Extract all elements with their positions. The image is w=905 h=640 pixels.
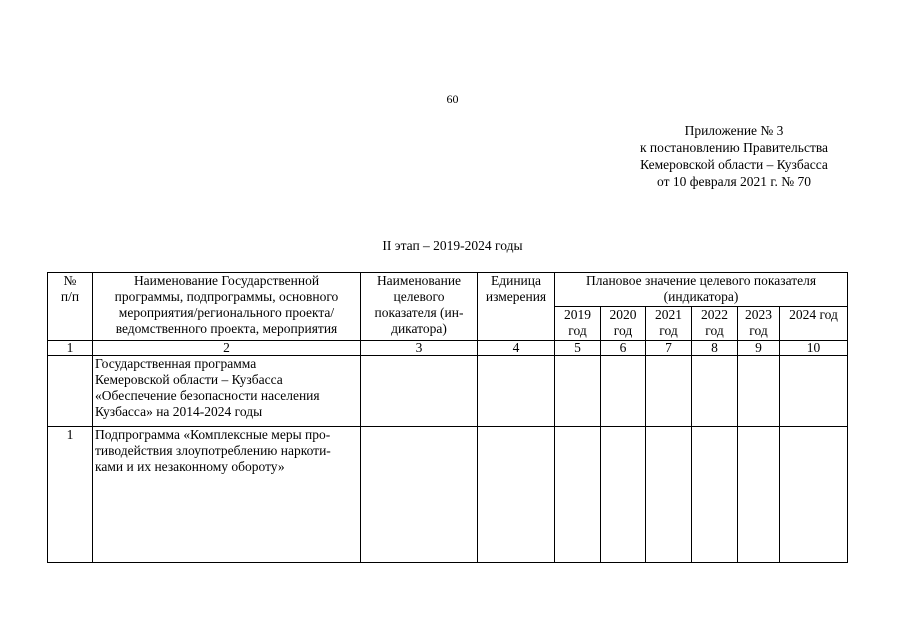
empty-cell (478, 356, 555, 427)
empty-cell (692, 356, 738, 427)
header-year-2022: 2022 год (692, 307, 738, 341)
column-number: 2 (93, 341, 361, 356)
table-row (48, 356, 848, 427)
header-year-2019: 2019 год (555, 307, 601, 341)
appendix-line-2: к постановлению Правительства (639, 140, 829, 155)
empty-cell (555, 427, 601, 563)
row-name: Государственная программа Кемеровской области – Кузбасса «Обеспечение безопасности населения Кузбасса» на 2014-2024 годы (93, 356, 361, 427)
stage-title: II этап – 2019-2024 годы (382, 238, 523, 253)
empty-cell (780, 356, 848, 427)
header-year-2020: 2020 год (601, 307, 646, 341)
header-unit: Единица измерения (478, 273, 555, 341)
column-number: 7 (646, 341, 692, 356)
empty-cell (478, 427, 555, 563)
table-row (48, 427, 848, 563)
indicators-table (47, 272, 848, 563)
empty-cell (738, 356, 780, 427)
row-num (48, 356, 93, 427)
header-name: Наименование Государственной программы, подпрограммы, основного мероприятия/регионального проекта/ ведомственного проекта, мероприятия (93, 273, 361, 341)
column-number: 8 (692, 341, 738, 356)
row-num: 1 (48, 427, 93, 563)
empty-cell (738, 427, 780, 563)
column-number: 4 (478, 341, 555, 356)
empty-cell (361, 356, 478, 427)
empty-cell (646, 356, 692, 427)
header-num: № п/п (48, 273, 93, 341)
header-indicator: Наименование целевого показателя (ин- дикатора) (361, 273, 478, 341)
column-number: 5 (555, 341, 601, 356)
header-planned-value: Плановое значение целевого показателя (индикатора) (555, 273, 848, 307)
empty-cell (692, 427, 738, 563)
column-number: 10 (780, 341, 848, 356)
column-number-row (48, 341, 848, 356)
table-header-row (48, 273, 848, 307)
header-year-2024: 2024 год (780, 307, 848, 341)
empty-cell (555, 356, 601, 427)
row-name: Подпрограмма «Комплексные меры про- тиводействия злоупотреблению наркоти- ками и их незаконному обороту» (93, 427, 361, 563)
header-year-2021: 2021 год (646, 307, 692, 341)
column-number: 6 (601, 341, 646, 356)
header-year-2023: 2023 год (738, 307, 780, 341)
column-number: 3 (361, 341, 478, 356)
appendix-block (612, 122, 856, 190)
appendix-line-1: Приложение № 3 (684, 123, 784, 138)
appendix-line-3: Кемеровской области – Кузбасса (640, 157, 828, 172)
page-number: 60 (446, 92, 459, 106)
empty-cell (601, 427, 646, 563)
column-number: 9 (738, 341, 780, 356)
empty-cell (646, 427, 692, 563)
appendix-line-4: от 10 февраля 2021 г. № 70 (657, 174, 811, 189)
column-number: 1 (48, 341, 93, 356)
empty-cell (780, 427, 848, 563)
empty-cell (361, 427, 478, 563)
empty-cell (601, 356, 646, 427)
